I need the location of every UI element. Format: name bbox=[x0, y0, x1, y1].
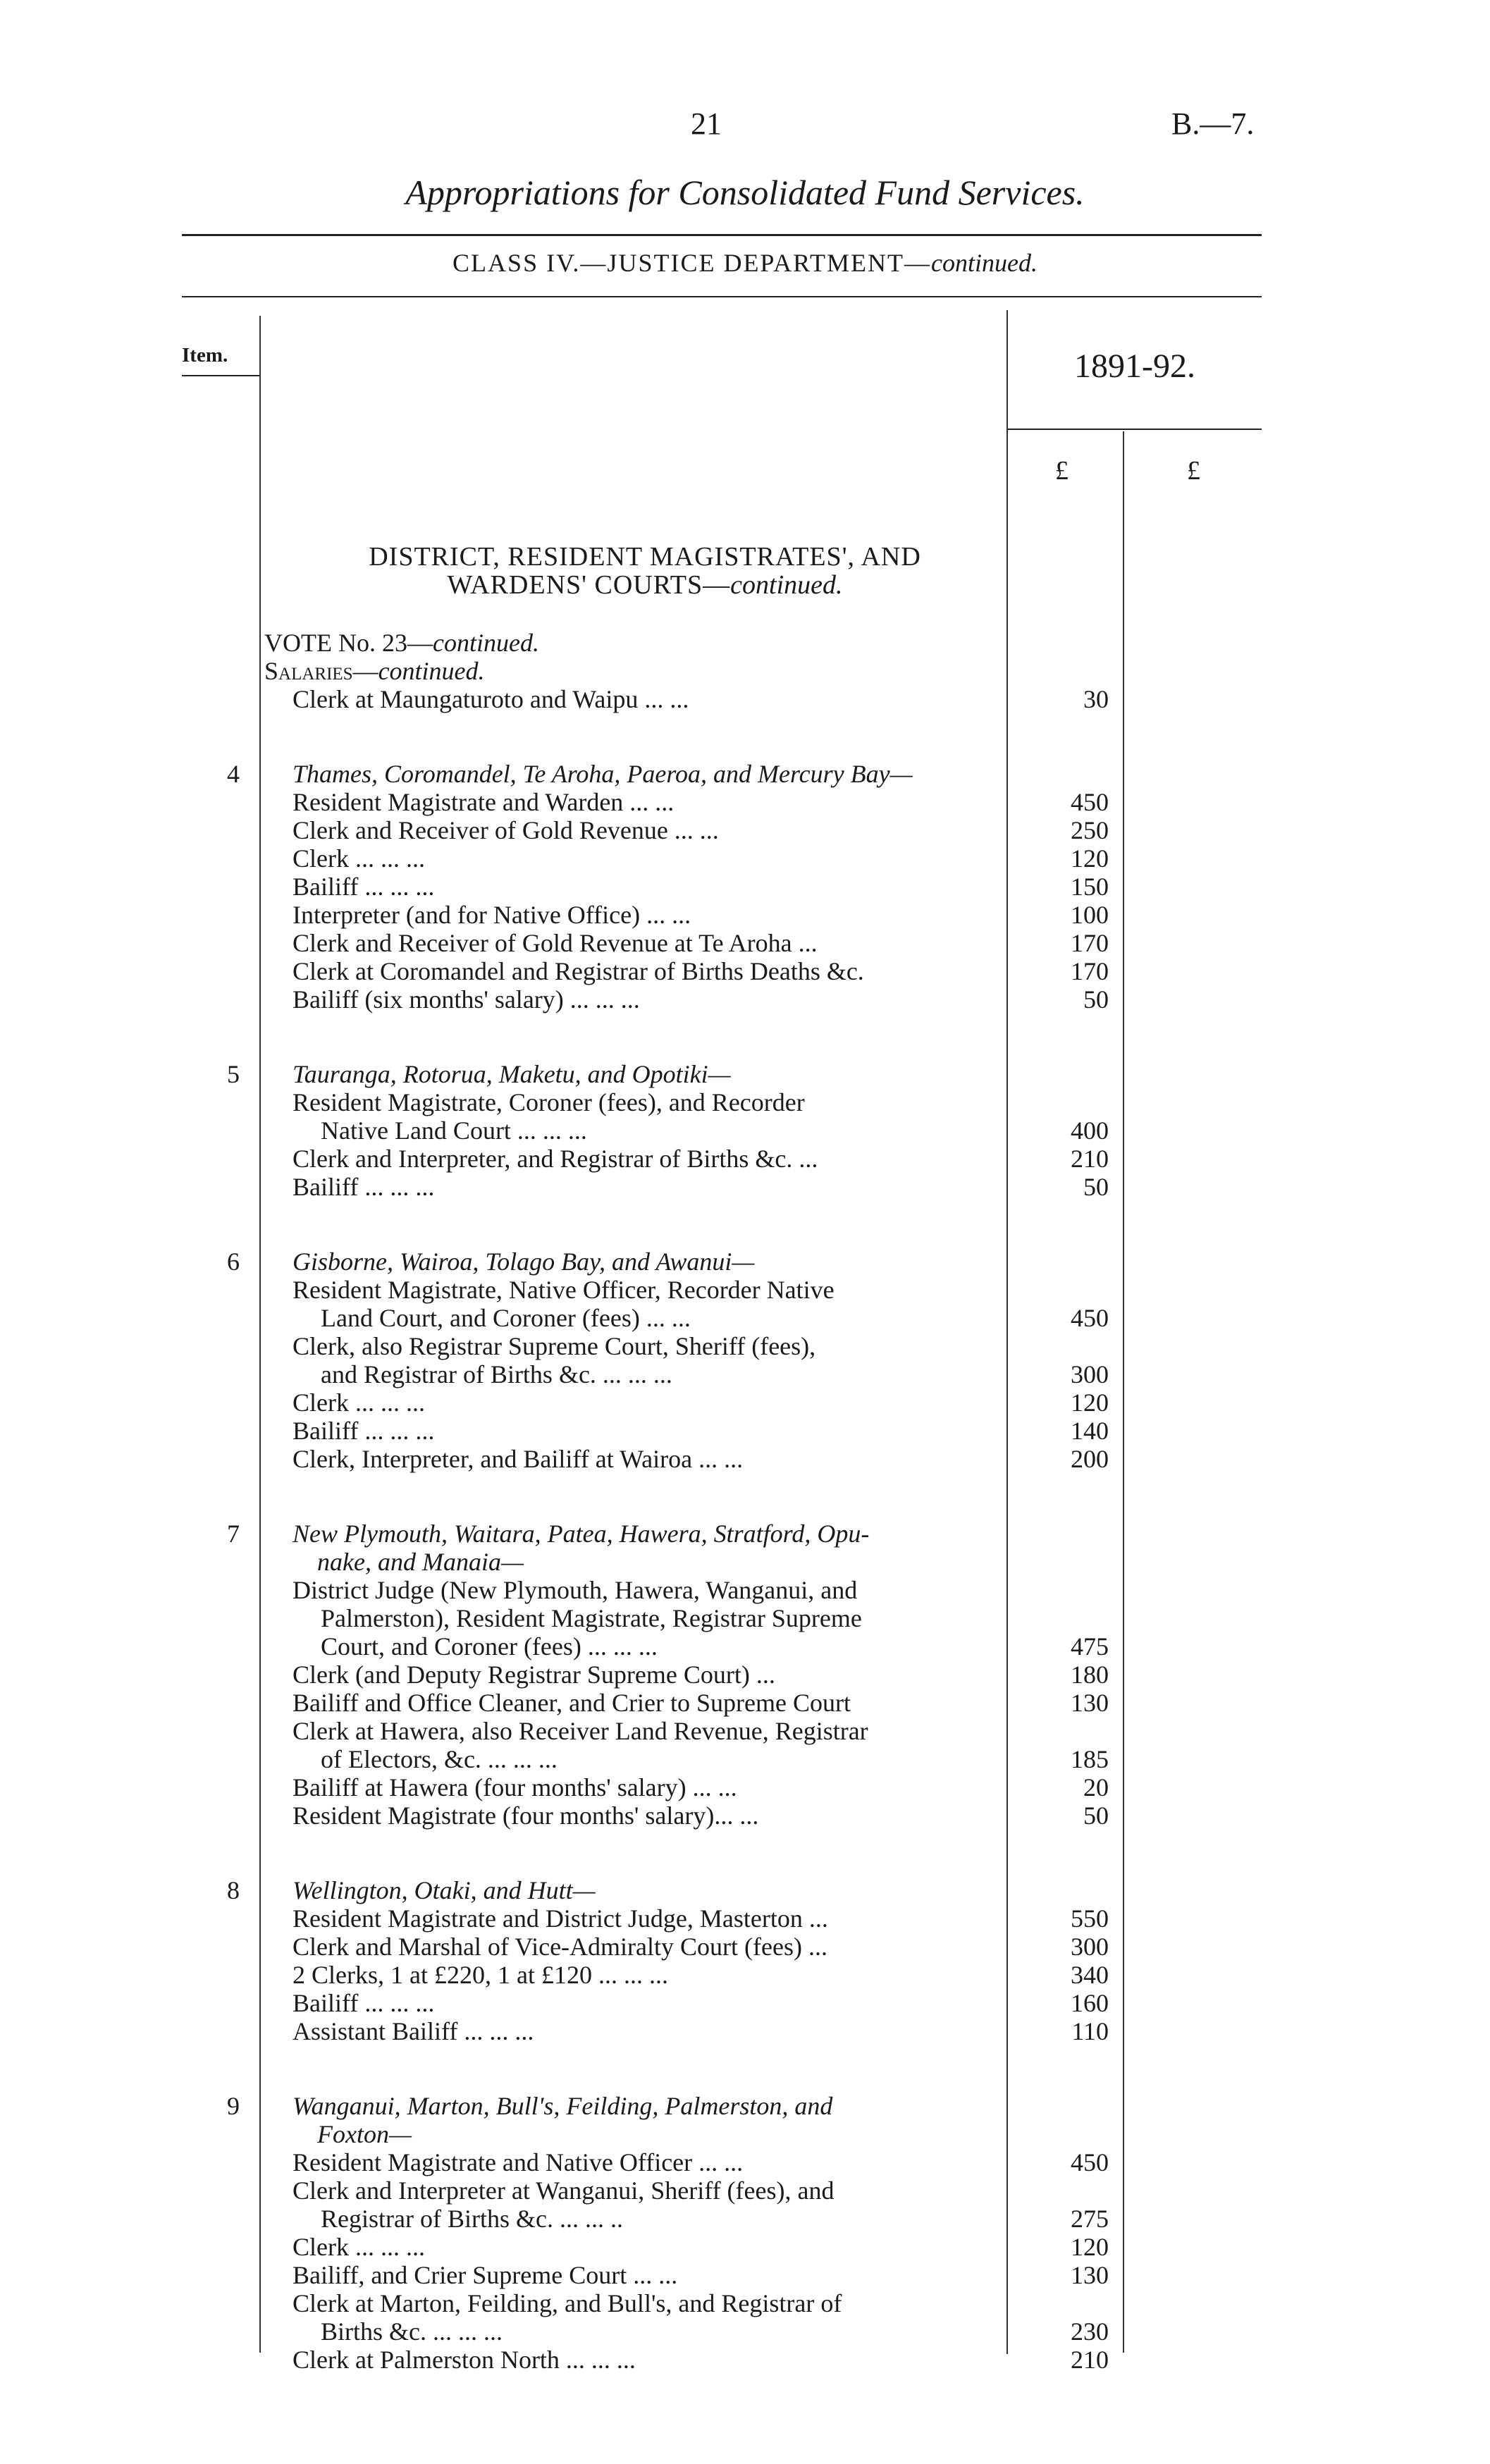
amount-cell: 210 bbox=[1071, 2346, 1109, 2374]
section-heading bbox=[268, 543, 1022, 599]
item-number: 5 bbox=[227, 1060, 240, 1088]
currency-header-2: £ bbox=[1187, 456, 1200, 486]
district-heading: Thames, Coromandel, Te Aroha, Paeroa, and Mercury Bay— bbox=[293, 760, 913, 788]
amount-cell: 300 bbox=[1071, 1360, 1109, 1388]
item-number: 8 bbox=[227, 1876, 240, 1904]
section-heading-continued: continued. bbox=[730, 570, 843, 600]
amount-cell: 140 bbox=[1071, 1417, 1109, 1445]
line-item: Bailiff, and Crier Supreme Court ... ... bbox=[293, 2261, 678, 2289]
item-number: 4 bbox=[227, 760, 240, 788]
amount-cell: 200 bbox=[1071, 1445, 1109, 1473]
item-number: 7 bbox=[227, 1520, 240, 1548]
line-item-continued: Palmerston), Resident Magistrate, Registrar Supreme bbox=[321, 1604, 862, 1632]
amount-cell: 340 bbox=[1071, 1961, 1109, 1989]
line-item: Clerk at Hawera, also Receiver Land Revenue, Registrar bbox=[293, 1717, 868, 1745]
amount-cell: 450 bbox=[1071, 788, 1109, 816]
amount-cell: 400 bbox=[1071, 1116, 1109, 1145]
line-item: Bailiff ... ... ... bbox=[293, 1173, 435, 1201]
item-column-divider bbox=[259, 316, 261, 2353]
district-heading: New Plymouth, Waitara, Patea, Hawera, Stratford, Opu- bbox=[293, 1520, 870, 1548]
line-item: Clerk and Interpreter, and Registrar of Births &c. ... bbox=[293, 1145, 818, 1173]
section-heading-line1: DISTRICT, RESIDENT MAGISTRATES', AND bbox=[369, 542, 921, 572]
line-item-continued: of Electors, &c. ... ... ... bbox=[321, 1745, 558, 1773]
district-heading: Gisborne, Wairoa, Tolago Bay, and Awanui— bbox=[293, 1248, 755, 1276]
line-item: Clerk at Palmerston North ... ... ... bbox=[293, 2346, 636, 2374]
line-item: Clerk ... ... ... bbox=[293, 2233, 425, 2261]
line-item: Clerk at Coromandel and Registrar of Births Deaths &c. bbox=[293, 957, 864, 985]
line-item: Bailiff ... ... ... bbox=[293, 1417, 435, 1445]
line-item: Clerk, also Registrar Supreme Court, Sheriff (fees), bbox=[293, 1332, 816, 1360]
class-heading bbox=[0, 248, 1490, 278]
line-item-continued: Births &c. ... ... ... bbox=[321, 2317, 503, 2346]
amount-cell: 180 bbox=[1071, 1661, 1109, 1689]
district-heading: Tauranga, Rotorua, Maketu, and Opotiki— bbox=[293, 1060, 731, 1088]
page-number: 21 bbox=[691, 106, 722, 141]
line-item-continued: and Registrar of Births &c. ... ... ... bbox=[321, 1360, 672, 1388]
class-heading-main: CLASS IV.—JUSTICE DEPARTMENT— bbox=[452, 249, 931, 277]
amount-cell: 230 bbox=[1071, 2317, 1109, 2346]
salaries-label: Salaries—continued. bbox=[264, 657, 485, 685]
line-item: Clerk and Receiver of Gold Revenue at Te Aroha ... bbox=[293, 929, 818, 957]
vote-continued: continued. bbox=[432, 629, 539, 657]
salaries-continued: continued. bbox=[378, 657, 485, 685]
district-heading-continued: Foxton— bbox=[317, 2120, 412, 2148]
vote-label: VOTE No. 23—continued. bbox=[264, 629, 539, 657]
amount-cell: 475 bbox=[1071, 1632, 1109, 1661]
year-header: 1891-92. bbox=[1074, 347, 1195, 385]
amount-cell: 550 bbox=[1071, 1904, 1109, 1933]
amount-cell: 120 bbox=[1071, 1388, 1109, 1417]
year-underline bbox=[1008, 429, 1262, 430]
line-item-continued: Native Land Court ... ... ... bbox=[321, 1116, 587, 1145]
amount-cell: 100 bbox=[1071, 901, 1109, 929]
line-item: Clerk and Receiver of Gold Revenue ... ... bbox=[293, 816, 719, 844]
line-item: Resident Magistrate and District Judge, Masterton ... bbox=[293, 1904, 828, 1933]
title-rule bbox=[182, 234, 1262, 236]
line-item: Bailiff ... ... ... bbox=[293, 873, 435, 901]
line-item-continued: Court, and Coroner (fees) ... ... ... bbox=[321, 1632, 658, 1661]
line-item: Clerk ... ... ... bbox=[293, 1388, 425, 1417]
line-item: Clerk ... ... ... bbox=[293, 844, 425, 873]
line-item: Clerk and Marshal of Vice-Admiralty Court (fees) ... bbox=[293, 1933, 827, 1961]
line-item: Clerk, Interpreter, and Bailiff at Wairoa ... ... bbox=[293, 1445, 744, 1473]
district-heading-continued: nake, and Manaia— bbox=[317, 1548, 524, 1576]
item-column-header: Item. bbox=[182, 344, 228, 366]
district-heading: Wellington, Otaki, and Hutt— bbox=[293, 1876, 596, 1904]
amount-cell: 210 bbox=[1071, 1145, 1109, 1173]
page-title: Appropriations for Consolidated Fund Services. bbox=[405, 173, 1085, 212]
amount-cell: 120 bbox=[1071, 2233, 1109, 2261]
line-item: Resident Magistrate (four months' salary)... ... bbox=[293, 1801, 759, 1830]
district-heading: Wanganui, Marton, Bull's, Feilding, Palmerston, and bbox=[293, 2092, 833, 2120]
amount-cell: 275 bbox=[1071, 2205, 1109, 2233]
amount-cell: 450 bbox=[1071, 1304, 1109, 1332]
amount-cell: 170 bbox=[1071, 957, 1109, 985]
line-item: Interpreter (and for Native Office) ... ... bbox=[293, 901, 691, 929]
currency-header-1: £ bbox=[1055, 456, 1069, 486]
line-item: Bailiff (six months' salary) ... ... ... bbox=[293, 985, 640, 1014]
amount-cell: 20 bbox=[1083, 1773, 1109, 1801]
amount-column-divider bbox=[1123, 431, 1124, 2353]
line-item: Clerk and Interpreter at Wanganui, Sheriff (fees), and bbox=[293, 2176, 835, 2205]
amount-cell: 110 bbox=[1071, 2017, 1109, 2045]
line-item: Clerk (and Deputy Registrar Supreme Court) ... bbox=[293, 1661, 775, 1689]
line-item: Resident Magistrate and Native Officer ... ... bbox=[293, 2148, 744, 2176]
line-item-continued: Land Court, and Coroner (fees) ... ... bbox=[321, 1304, 691, 1332]
line-item: Bailiff ... ... ... bbox=[293, 1989, 435, 2017]
line-item: District Judge (New Plymouth, Hawera, Wanganui, and bbox=[293, 1576, 858, 1604]
amount-cell: 130 bbox=[1071, 2261, 1109, 2289]
line-item: Resident Magistrate, Native Officer, Recorder Native bbox=[293, 1276, 835, 1304]
line-item: Assistant Bailiff ... ... ... bbox=[293, 2017, 534, 2045]
amount-cell: 50 bbox=[1083, 1801, 1109, 1830]
document-reference: B.—7. bbox=[1171, 106, 1255, 141]
line-item: Resident Magistrate and Warden ... ... bbox=[293, 788, 675, 816]
item-number: 6 bbox=[227, 1248, 240, 1276]
item-number: 9 bbox=[227, 2092, 240, 2120]
amount-cell: 450 bbox=[1071, 2148, 1109, 2176]
line-item: Bailiff at Hawera (four months' salary) ... ... bbox=[293, 1773, 737, 1801]
amount-cell: 300 bbox=[1071, 1933, 1109, 1961]
amount-cell: 50 bbox=[1083, 985, 1109, 1014]
line-item: Clerk at Marton, Feilding, and Bull's, and Registrar of bbox=[293, 2289, 842, 2317]
amount-cell: 120 bbox=[1071, 844, 1109, 873]
line-item-continued: Registrar of Births &c. ... ... .. bbox=[321, 2205, 623, 2233]
amount-cell: 130 bbox=[1071, 1689, 1109, 1717]
line-item: Resident Magistrate, Coroner (fees), and Recorder bbox=[293, 1088, 805, 1116]
amount-cell: 150 bbox=[1071, 873, 1109, 901]
line-item: Bailiff and Office Cleaner, and Crier to Supreme Court bbox=[293, 1689, 851, 1717]
amount-cell: 50 bbox=[1083, 1173, 1109, 1201]
line-item: Clerk at Maungaturoto and Waipu ... ... bbox=[293, 685, 689, 713]
amount-cell: 250 bbox=[1071, 816, 1109, 844]
line-item: 2 Clerks, 1 at £220, 1 at £120 ... ... ... bbox=[293, 1961, 668, 1989]
amount-cell: 170 bbox=[1071, 929, 1109, 957]
section-heading-line2: WARDENS' COURTS—continued. bbox=[447, 570, 843, 600]
item-header-underline bbox=[182, 375, 259, 376]
amount-cell: 160 bbox=[1071, 1989, 1109, 2017]
class-heading-continued: continued. bbox=[930, 249, 1038, 277]
amount-cell: 185 bbox=[1071, 1745, 1109, 1773]
class-rule bbox=[182, 296, 1262, 297]
amount-cell: 30 bbox=[1083, 685, 1109, 713]
description-column-divider bbox=[1006, 310, 1008, 2354]
